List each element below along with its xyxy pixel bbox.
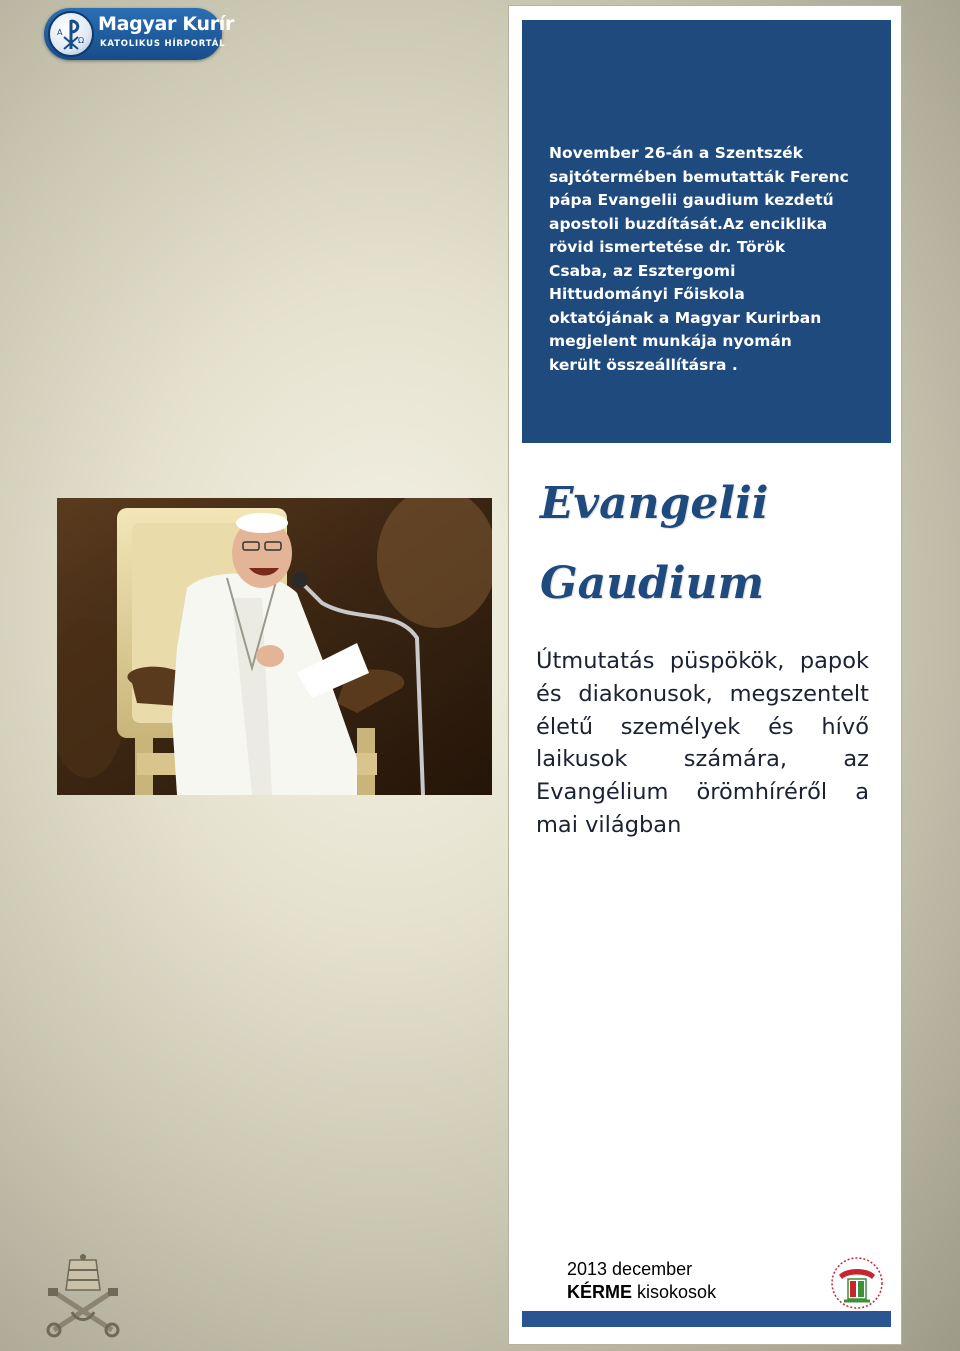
- magyar-kurir-logo[interactable]: [44, 8, 235, 60]
- cover-subtitle: Útmutatás püspökök, papok és diakonusok, megszentelt életű személyek és hívő laikusok számára, az Evangélium örömhíréről a mai világban: [536, 648, 869, 838]
- svg-text:Ω: Ω: [78, 36, 85, 45]
- footer-info: [567, 1258, 716, 1304]
- cover-title-line-1: Evangelii: [540, 478, 769, 529]
- cover-title-line-2: Gaudium: [540, 558, 765, 609]
- footer-series: kisokosok: [637, 1282, 717, 1302]
- papal-keys-tiara-emblem-icon: [42, 1252, 124, 1338]
- bottom-accent-bar: [522, 1311, 891, 1327]
- footer-brand: KÉRME: [567, 1282, 633, 1302]
- intro-text: November 26-án a Szentszék sajtótermében bemutatták Ferenc pápa Evangelii gaudium kezdetű apostoli buzdítását.Az enciklika rövid ismertetése dr. Török Csaba, az Esztergomi Hittudományi Főiskola oktatójának a Magyar Kurirban megjelent munkája nyomán került összeállításra .: [549, 144, 849, 374]
- svg-text:A: A: [57, 28, 63, 37]
- pope-francis-photo: [57, 498, 492, 795]
- logo-subtitle: KATOLIKUS HÍRPORTÁL: [100, 39, 226, 49]
- chi-rho-alpha-omega-icon: [48, 11, 94, 57]
- footer-series-line: [567, 1281, 716, 1304]
- logo-title: Magyar Kurír: [98, 13, 235, 35]
- kerme-logo-icon: [826, 1255, 888, 1311]
- footer-date: 2013 december: [567, 1259, 693, 1279]
